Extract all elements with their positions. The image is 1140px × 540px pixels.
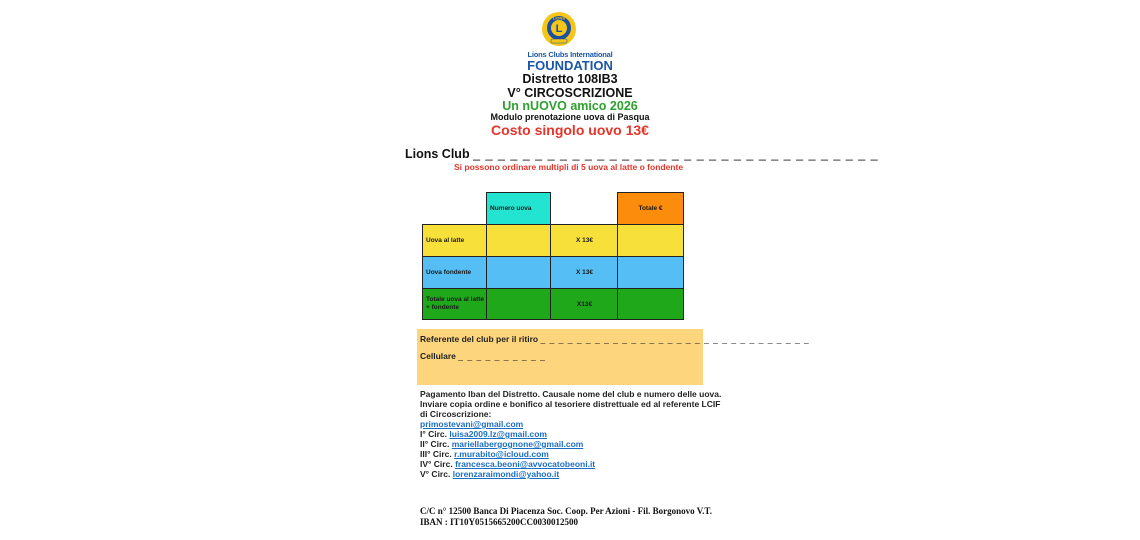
- cellulare-label: Cellulare: [420, 351, 456, 361]
- email-link[interactable]: mariellabergognone@gmail.com: [451, 439, 584, 449]
- header-totale: Totale €: [617, 192, 684, 225]
- bank-details: [420, 506, 712, 527]
- referente-label: Referente del club per il ritiro: [420, 334, 539, 344]
- multiplier-fondente: X 13€: [550, 256, 619, 289]
- referente-blank[interactable]: _ _ _ _ _ _ _ _ _ _ _ _ _ _ _ _ _ _ _ _ _ _ _ _ _ _ _ _ _ _: [540, 334, 810, 344]
- payment-line-3: di Circoscrizione:: [420, 409, 492, 419]
- cellulare-field[interactable]: [420, 351, 546, 361]
- district-title: Distretto 108IB3: [522, 72, 618, 86]
- order-note: Si possono ordinare multipli di 5 uova al latte o fondente: [454, 162, 684, 172]
- campaign-title: Un nUOVO amico 2026: [502, 99, 638, 113]
- row-label-totale-line2: + fondente: [426, 304, 460, 311]
- lions-club-label: Lions Club: [405, 147, 470, 161]
- multiplier-totale: X13€: [550, 288, 619, 320]
- input-totale-latte[interactable]: [617, 224, 684, 257]
- referente-box: [417, 329, 810, 385]
- price-title: Costo singolo uovo 13€: [491, 122, 649, 138]
- row-label-totale: [422, 288, 488, 320]
- svg-text:L: L: [555, 23, 563, 35]
- email-link[interactable]: lorenzaraimondi@yahoo.it: [452, 469, 560, 479]
- svg-text:LIONS: LIONS: [552, 15, 566, 21]
- email-link[interactable]: r.murabito@icloud.com: [454, 449, 549, 459]
- multiplier-latte: X 13€: [550, 224, 619, 257]
- contact-line: I° Circ. luisa2009.lz@gmail.com: [420, 429, 547, 439]
- bank-iban: IBAN : IT10Y0515665200CC0030012500: [420, 516, 579, 527]
- lions-logo: [541, 11, 577, 47]
- form-title: Modulo prenotazione uova di Pasqua: [490, 112, 650, 122]
- lions-club-blank[interactable]: _ _ _ _ _ _ _ _ _ _ _ _ _ _ _ _ _ _ _ _ _ _ _ _ _ _ _ _ _ _ _ _ _: [473, 147, 879, 161]
- email-link[interactable]: francesca.beoni@avvocatobeoni.it: [455, 459, 596, 469]
- payment-instructions: [420, 389, 721, 479]
- referente-field[interactable]: [420, 334, 810, 344]
- contact-line: IV° Circ. francesca.beoni@avvocatobeoni.it: [420, 459, 596, 469]
- row-label-fondente: Uova fondente: [422, 256, 488, 289]
- input-totale-fondente[interactable]: [617, 256, 684, 289]
- bank-account: C/C n° 12500 Banca Di Piacenza Soc. Coop. Per Azioni - Fil. Borgonovo V.T.: [420, 506, 712, 516]
- email-link[interactable]: primostevani@gmail.com: [420, 419, 524, 429]
- input-numero-fondente[interactable]: [486, 256, 551, 289]
- input-numero-latte[interactable]: [486, 224, 551, 257]
- circoscrizione-title: V° CIRCOSCRIZIONE: [507, 86, 633, 100]
- org-name-small: Lions Clubs International: [527, 50, 613, 59]
- cellulare-blank[interactable]: _ _ _ _ _ _ _ _ _ _: [458, 351, 546, 361]
- row-label-latte: Uova al latte: [422, 224, 488, 257]
- contact-line: V° Circ. lorenzaraimondi@yahoo.it: [420, 469, 560, 479]
- payment-line-2: Inviare copia ordine e bonifico al tesoriere distrettuale ed al referente LCIF: [420, 399, 721, 409]
- input-numero-totale[interactable]: [486, 288, 551, 320]
- header-numero-uova: Numero uova: [486, 192, 551, 225]
- email-link[interactable]: luisa2009.lz@gmail.com: [449, 429, 547, 439]
- contact-line: II° Circ. mariellabergognone@gmail.com: [420, 439, 584, 449]
- payment-line-1: Pagamento Iban del Distretto. Causale nome del club e numero delle uova.: [420, 389, 722, 399]
- lions-club-field[interactable]: [405, 147, 879, 161]
- row-label-totale-line1: Totale uova al latte: [426, 296, 485, 303]
- contact-line: III° Circ. r.murabito@icloud.com: [420, 449, 549, 459]
- contact-line: [420, 419, 721, 429]
- org-name-big: FOUNDATION: [527, 58, 613, 73]
- input-totale-totale[interactable]: [617, 288, 684, 320]
